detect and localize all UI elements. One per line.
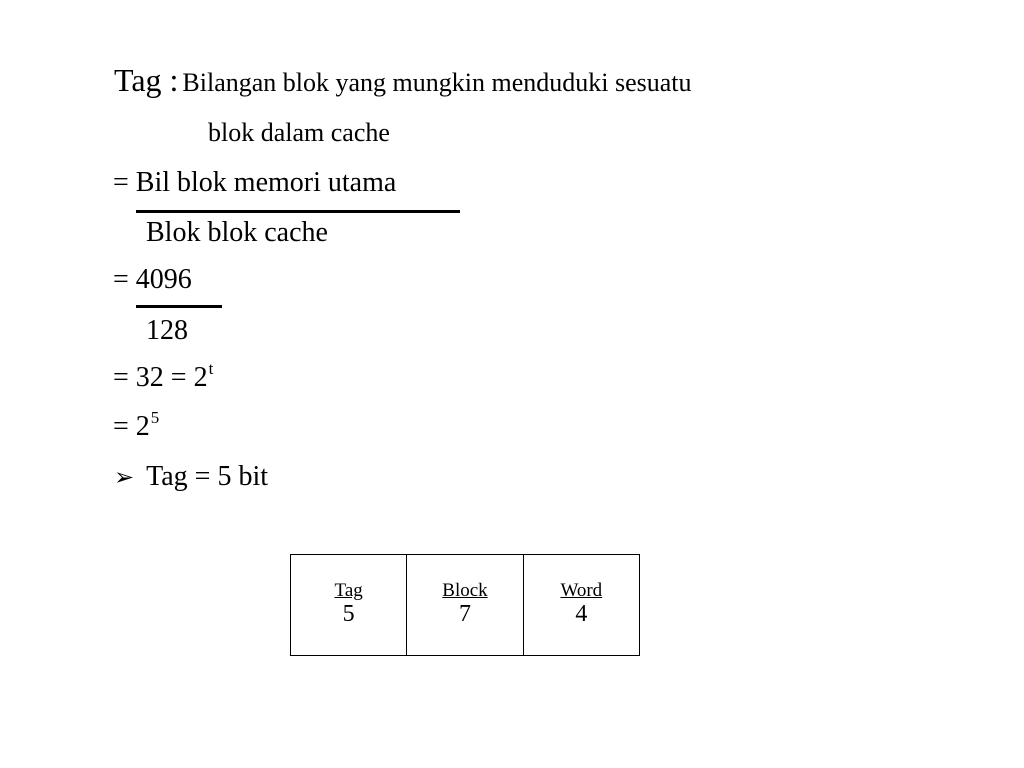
equals-sign: = <box>113 264 129 295</box>
field-bits: 4 <box>575 600 588 627</box>
field-label: Block <box>442 580 488 601</box>
field-label: Tag <box>334 580 363 601</box>
field-bits: 7 <box>458 600 471 627</box>
field-bits: 5 <box>342 600 355 627</box>
equation-power-5 <box>113 408 160 442</box>
fraction-denominator: Blok blok cache <box>146 217 328 248</box>
equation-fraction-words <box>113 169 396 197</box>
result-text: Tag = 5 bit <box>146 461 269 492</box>
field-label: Word <box>560 580 603 601</box>
fraction-numerator: 4096 <box>135 264 192 295</box>
tag-definition-line <box>114 64 692 96</box>
tag-description-continued: blok dalam cache <box>208 118 390 147</box>
equals-sign: = <box>113 167 129 198</box>
fraction-numerator: Bil blok memori utama <box>135 167 397 198</box>
tag-description: Bilangan blok yang mungkin menduduki sesuatu <box>182 68 692 97</box>
fraction-denominator: 128 <box>146 315 188 346</box>
equation-text: = 32 = 2 <box>113 362 208 393</box>
arrow-bullet-icon: ➢ <box>114 465 135 491</box>
tag-term: Tag : <box>114 62 179 98</box>
fraction-bar <box>136 305 222 308</box>
exponent: t <box>208 359 214 378</box>
exponent: 5 <box>150 408 160 427</box>
address-field-tag <box>291 555 407 655</box>
equation-power-t <box>113 359 214 393</box>
address-field-word <box>524 555 639 655</box>
fraction-bar <box>136 210 460 213</box>
address-field-block <box>407 555 523 655</box>
equation-fraction-numbers <box>113 266 192 294</box>
equation-text: = 2 <box>113 411 150 442</box>
result-line <box>114 463 268 491</box>
address-format-table <box>290 554 640 656</box>
